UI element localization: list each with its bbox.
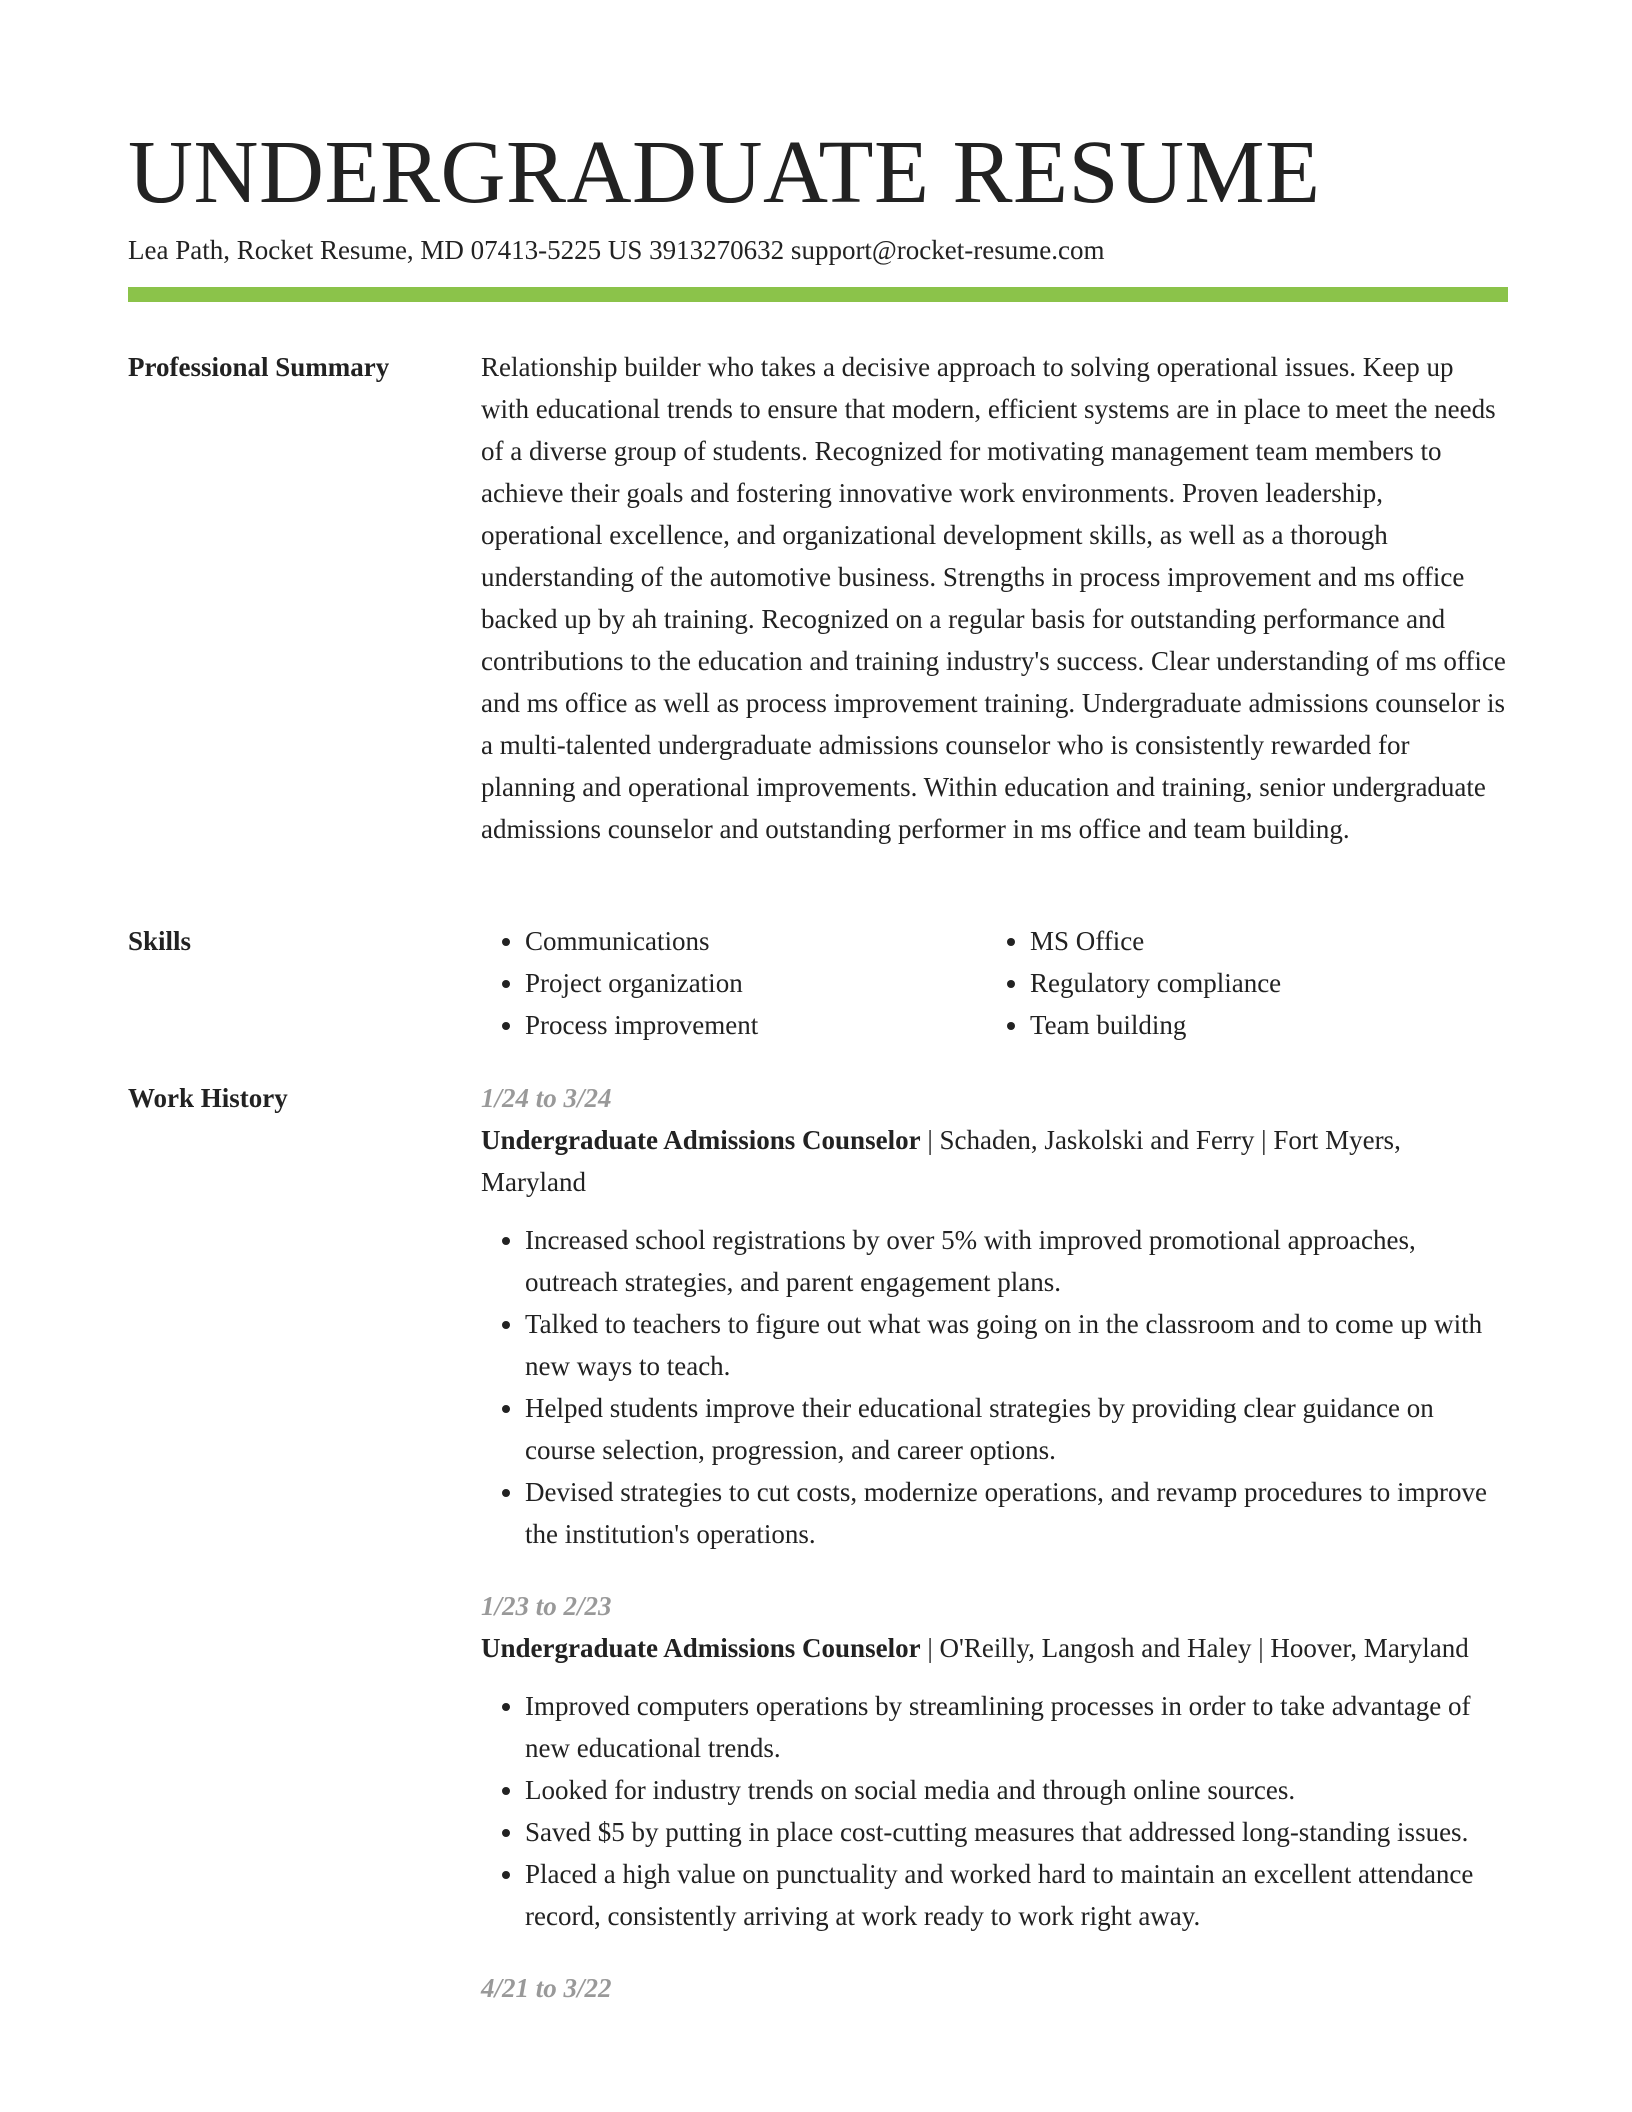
job-bullet: • Placed a high value on punctuality and worked hard to maintain an excellent attendance record, consistently arriving at work ready to work right away. <box>525 1853 1508 1937</box>
skills-list-left <box>481 920 986 1046</box>
job-bullet: • Looked for industry trends on social media and through online sources. <box>525 1769 1508 1811</box>
summary-section <box>481 346 1508 850</box>
skill-item: • Team building <box>1030 1004 1490 1046</box>
work-history-label: Work History <box>128 1083 288 1113</box>
skill-item: • Communications <box>525 920 986 962</box>
skill-item: • Process improvement <box>525 1004 986 1046</box>
job-entry <box>481 1967 1508 2009</box>
job-dates: 1/24 to 3/24 <box>481 1083 612 1113</box>
job-bullet: • Saved $5 by putting in place cost-cutting measures that addressed long-standing issues. <box>525 1811 1508 1853</box>
job-heading <box>481 1119 1508 1203</box>
job-title: Undergraduate Admissions Counselor <box>481 1633 921 1663</box>
work-history-section <box>481 1077 1508 2039</box>
summary-text: Relationship builder who takes a decisive approach to solving operational issues. Keep up with educational trends to ensure that modern, efficient systems are in place to meet the needs of a diverse group of students. Recognized for motivating management team members to achieve their goals and fostering innovative work environments. Proven leadership, operational excellence, and organizational development skills, as well as a thorough understanding of the automotive business. Strengths in process improvement and ms office backed up by ah training. Recognized on a regular basis for outstanding performance and contributions to the education and training industry's success. Clear understanding of ms office and ms office as well as process improvement training. Undergraduate admissions counselor is a multi-talented undergraduate admissions counselor who is consistently rewarded for planning and operational improvements. Within education and training, senior undergraduate admissions counselor and outstanding performer in ms office and team building. <box>481 352 1506 844</box>
job-title: Undergraduate Admissions Counselor <box>481 1125 921 1155</box>
contact-line: Lea Path, Rocket Resume, MD 07413-5225 US 3913270632 support@rocket-resume.com <box>128 235 1105 265</box>
job-bullet: • Increased school registrations by over 5% with improved promotional approaches, outreach strategies, and parent engagement plans. <box>525 1219 1508 1303</box>
skills-section <box>481 920 1508 1046</box>
skills-label: Skills <box>128 926 192 956</box>
job-details: | Schaden, Jaskolski and Ferry | Fort Myers, Maryland <box>481 1125 1401 1197</box>
job-bullet: • Talked to teachers to figure out what was going on in the classroom and to come up with new ways to teach. <box>525 1303 1508 1387</box>
job-details: | O'Reilly, Langosh and Haley | Hoover, Maryland <box>920 1633 1469 1663</box>
job-entry <box>481 1077 1508 1555</box>
job-entry <box>481 1585 1508 1937</box>
job-bullet: • Devised strategies to cut costs, modernize operations, and revamp procedures to improve the institution's operations. <box>525 1471 1508 1555</box>
header-divider <box>128 287 1508 302</box>
job-bullets <box>481 1219 1508 1555</box>
job-bullet: • Helped students improve their educational strategies by providing clear guidance on course selection, progression, and career options. <box>525 1387 1508 1471</box>
resume-title: UNDERGRADUATE RESUME <box>128 123 1321 222</box>
skill-item: • Project organization <box>525 962 986 1004</box>
job-bullet: • Improved computers operations by streamlining processes in order to take advantage of new educational trends. <box>525 1685 1508 1769</box>
summary-label: Professional Summary <box>128 352 390 382</box>
job-dates: 4/21 to 3/22 <box>481 1973 612 2003</box>
job-bullets <box>481 1685 1508 1937</box>
job-dates: 1/23 to 2/23 <box>481 1591 612 1621</box>
skill-item: • MS Office <box>1030 920 1490 962</box>
skills-list-right <box>986 920 1490 1046</box>
skill-item: • Regulatory compliance <box>1030 962 1490 1004</box>
job-heading <box>481 1627 1508 1669</box>
